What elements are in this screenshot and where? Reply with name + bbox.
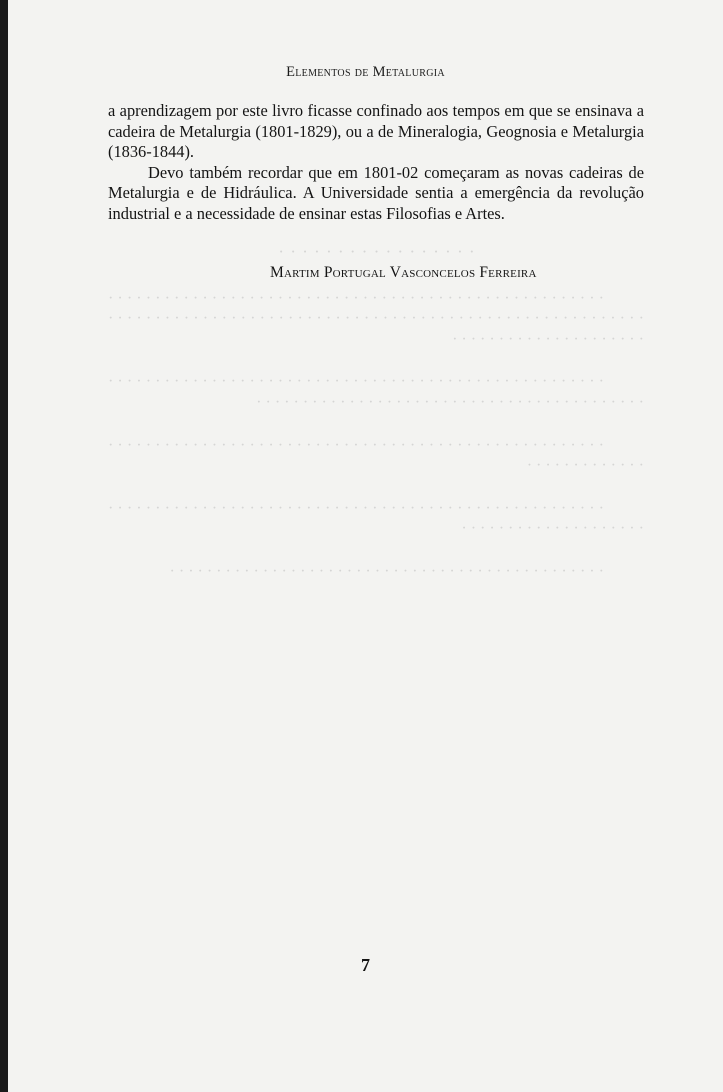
author-signature: Martim Portugal Vasconcelos Ferreira <box>270 264 537 281</box>
document-page <box>8 0 723 1092</box>
page-number: 7 <box>361 955 370 975</box>
paragraph-1: a aprendizagem por este livro ficasse confinado aos tempos em que se ensinava a cadeira de Metalurgia (1801-1829), ou a de Mineralogia, Geognosia e Metalurgia (1836-1844). <box>108 101 644 161</box>
running-head: Elementos de Metalurgia <box>286 64 445 80</box>
paragraph-2: Devo também recordar que em 1801-02 começaram as novas cadeiras de Metalurgia e de Hidráulica. A Universidade sentia a emergência da revolução industrial e a necessidade de ensinar estas Filosofias e Artes. <box>108 162 644 223</box>
body-text <box>108 101 644 224</box>
show-through-reverse-text: · · · · · · · · · · · · · · · · · · · · · · · · · · · · · · · · · · · · · · · · · · · · · · · · · · · · · · · · · · · · · · · · · · · · · · · · · · · · · · · · · · · · · · · · · · · · · · · · · · · · · · · · · · · · · · · · · · · · · · · · · · · · · · · · · · · · · · · · · · · · · · · · · · · · · · · · · · · · · · · · · · · · · · · · · · · · · · · · · · · · · · · · · · · · · · · · · · · · · · · · · · · · · · · · · · · · · · · · · · · · · · · · · · · · · · · · · · · · · · · · · · · · · · · · · · · · · · · · · · · · · · · · · · · · · · · · · · · · · · · · · · · · · · · · · · · · · · · · · · · · · · · · · · · · · · · · · · · · · · · · · · · · · · · · · · · · · · · · · · · · · · · · · · · · · · · · · · · · · · · · · · · · · · · · · · · · · · · · · · · · · · · · · · · · · · · · · · · · · · · · · · · · · · · · · · · · · · · · · · · · · · · · · · · · · <box>108 242 644 580</box>
